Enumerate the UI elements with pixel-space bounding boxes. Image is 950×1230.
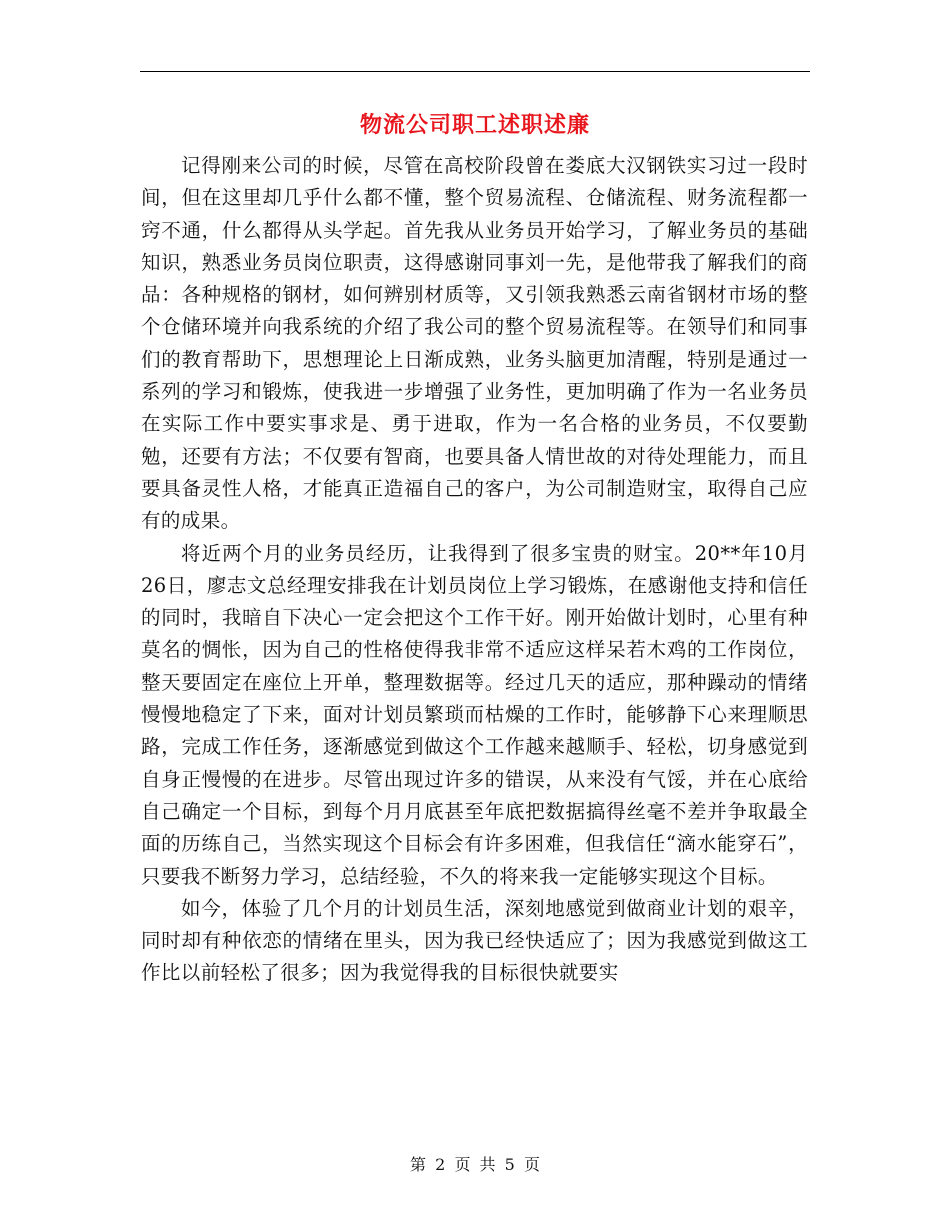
- paragraph-3: 如今，体验了几个月的计划员生活，深刻地感觉到做商业计划的艰辛，同时却有种依恋的情绪在里头，因为我已经快适应了；因为我感觉到做这工作比以前轻松了很多；因为我觉得我的目标很快就要实: [141, 896, 808, 985]
- paragraph-2: 将近两个月的业务员经历，让我得到了很多宝贵的财宝。20**年10月26日，廖志文总经理安排我在计划员岗位上学习锻炼，在感谢他支持和信任的同时，我暗自下决心一定会把这个工作干好。刚开始做计划时，心里有种莫名的惆怅，因为自己的性格使得我非常不适应这样呆若木鸡的工作岗位，整天要固定在座位上开单，整理数据等。经过几天的适应，那种躁动的情绪慢慢地稳定了下来，面对计划员繁琐而枯燥的工作时，能够静下心来理顺思路，完成工作任务，逐渐感觉到做这个工作越来越顺手、轻松，切身感觉到自身正慢慢的在进步。尽管出现过许多的错误，从来没有气馁，并在心底给自己确定一个目标，到每个月月底甚至年底把数据搞得丝毫不差并争取最全面的历练自己，当然实现这个目标会有许多困难，但我信任“滴水能穿石”，只要我不断努力学习，总结经验，不久的将来我一定能够实现这个目标。: [141, 541, 808, 888]
- document-title: 物流公司职工述职述廉: [359, 112, 590, 138]
- footer-suffix: 页: [523, 1155, 540, 1174]
- page-footer: [0, 1153, 950, 1177]
- paragraph-1: 记得刚来公司的时候，尽管在高校阶段曾在娄底大汉钢铁实习过一段时间，但在这里却几乎什么都不懂，整个贸易流程、仓储流程、财务流程都一窍不通，什么都得从头学起。首先我从业务员开始学习，了解业务员的基础知识，熟悉业务员岗位职责，这得感谢同事刘一先，是他带我了解我们的商品：各种规格的钢材，如何辨别材质等，又引领我熟悉云南省钢材市场的整个仓储环境并向我系统的介绍了我公司的整个贸易流程等。在领导们和同事们的教育帮助下，思想理论上日渐成熟，业务头脑更加清醒，特别是通过一系列的学习和锻炼，使我进一步增强了业务性，更加明确了作为一名业务员在实际工作中要实事求是、勇于进取，作为一名合格的业务员，不仅要勤勉，还要有方法；不仅要有智商，也要具备人情世故的对待处理能力，而且要具备灵性人格，才能真正造福自己的客户，为公司制造财宝，取得自己应有的成果。: [141, 154, 808, 533]
- footer-total-word: 共: [479, 1155, 496, 1174]
- footer-prefix: 第: [410, 1155, 427, 1174]
- header-rule: [140, 71, 810, 72]
- footer-current-page: 2: [435, 1155, 446, 1174]
- footer-page-word: 页: [454, 1155, 471, 1174]
- footer-total-pages: 5: [504, 1155, 515, 1174]
- document-body: [141, 150, 808, 990]
